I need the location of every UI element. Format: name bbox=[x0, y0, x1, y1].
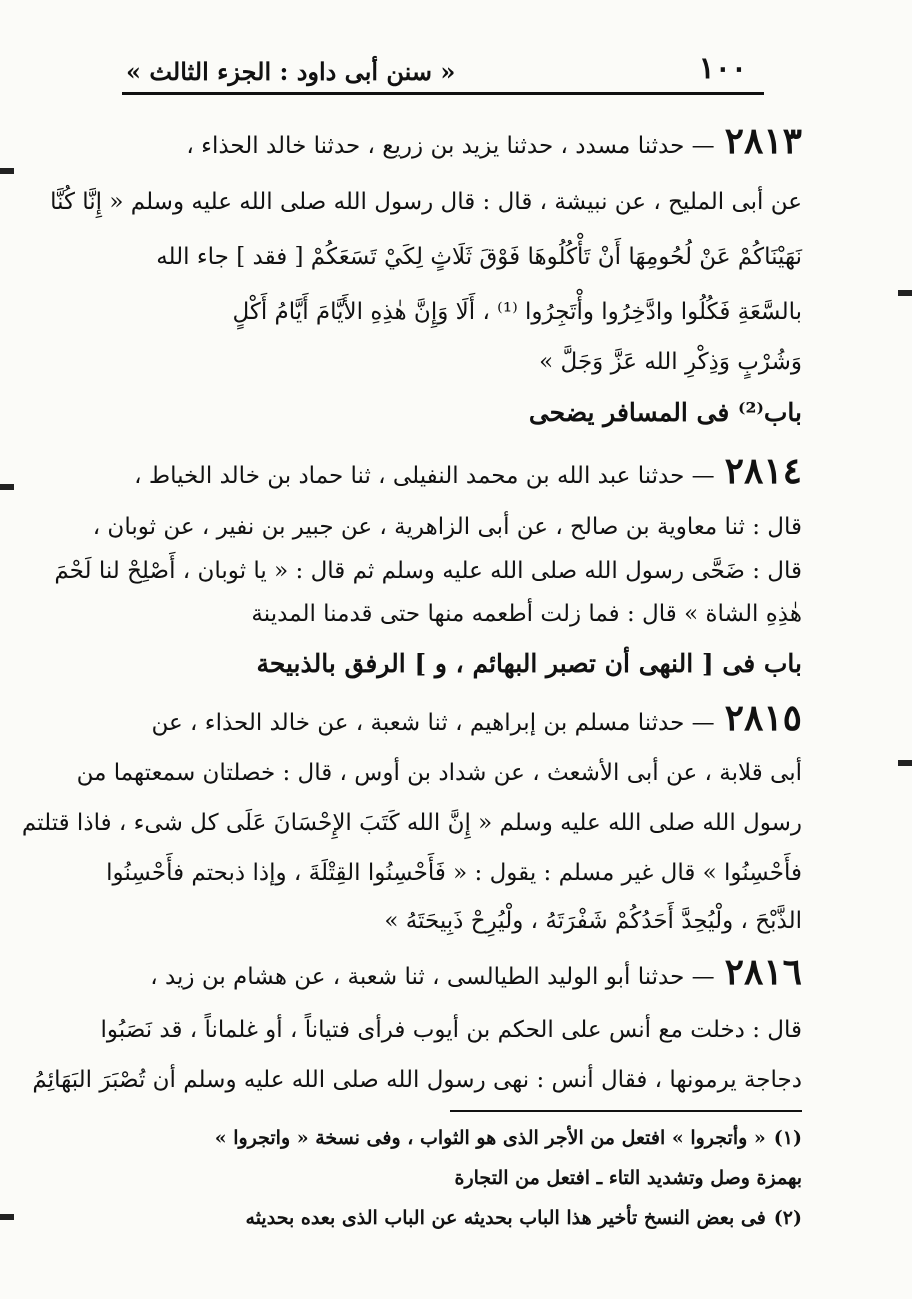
hadith-2813-line: ٢٨١٣— حدثنا مسدد ، حدثنا يزيد بن زريع ، حدثنا خالد الحذاء ، bbox=[186, 120, 802, 162]
main-text bbox=[21, 112, 802, 1105]
hadith-2813-line: وَشُرْبٍ وَذِكْرِ الله عَزَّ وَجَلَّ » bbox=[539, 349, 802, 375]
chapter-heading: باب⁽²⁾ فى المسافر يضحى bbox=[528, 398, 802, 427]
hadith-2815-line: فأَحْسِنُوا » قال غير مسلم : يقول : « فَأَحْسِنُوا القِتْلَةَ ، وإذا ذبحتم فأَحْسِنُوا bbox=[106, 860, 802, 886]
hadith-2816-line: قال : دخلت مع أنس على الحكم بن أيوب فرأى فتياناً ، أو غلماناً ، قد نَصَبُوا bbox=[100, 1017, 802, 1043]
hadith-2813-line: عن أبى المليح ، عن نبيشة ، قال : قال رسول الله صلى الله عليه وسلم « إِنَّا كُنَّا bbox=[50, 189, 802, 215]
page-number: ١٠٠ bbox=[698, 51, 747, 86]
hadith-2815-line: رسول الله صلى الله عليه وسلم « إِنَّ الله كَتَبَ الإِحْسَانَ عَلَى كل شىء ، فاذا قتلتم bbox=[21, 810, 802, 836]
margin-tick bbox=[0, 1214, 14, 1220]
footnote-rule bbox=[450, 1110, 802, 1112]
hadith-2816-line: دجاجة يرمونها ، فقال أنس : نهى رسول الله صلى الله عليه وسلم أن تُصْبَرَ البَهَائِمُ bbox=[32, 1067, 802, 1093]
hadith-number: ٢٨١٣ bbox=[724, 120, 802, 162]
footnote-1: (١)« وأتجروا » افتعل من الأجر الذى هو الثواب ، وفى نسخة « واتجروا » bbox=[214, 1127, 802, 1149]
running-title: « سنن أبى داود : الجزء الثالث » bbox=[126, 57, 456, 86]
hadith-number: ٢٨١٥ bbox=[724, 697, 802, 739]
hadith-2814-line: قال : ثنا معاوية بن صالح ، عن أبى الزاهرية ، عن جبير بن نفير ، عن ثوبان ، bbox=[92, 514, 802, 540]
hadith-2815-line: أبى قلابة ، عن أبى الأشعث ، عن شداد بن أوس ، قال : خصلتان سمعتهما من bbox=[76, 760, 802, 786]
hadith-2814-line: هٰذِهِ الشاة » قال : فما زلت أطعمه منها حتى قدمنا المدينة bbox=[251, 601, 802, 627]
footnote-mark: (١) bbox=[773, 1127, 802, 1149]
chapter-heading: باب فى [ النهى أن تصبر البهائم ، و ] الرفق بالذبيحة bbox=[256, 649, 802, 678]
hadith-2813-line: نَهَيْنَاكُمْ عَنْ لُحُومِهَا أَنْ تَأْكُلُوهَا فَوْقَ ثَلَاثٍ لِكَيْ تَسَعَكُمْ [ فقد ] جاء الله bbox=[156, 244, 802, 270]
margin-tick bbox=[0, 484, 14, 490]
hadith-number: ٢٨١٦ bbox=[724, 951, 802, 993]
header-rule bbox=[122, 92, 764, 95]
hadith-number: ٢٨١٤ bbox=[724, 450, 802, 492]
margin-tick bbox=[0, 168, 14, 174]
margin-tick bbox=[898, 290, 912, 296]
hadith-2813-line: بالسَّعَةِ فَكُلُوا وادَّخِرُوا وأْتَجِرُوا ⁽¹⁾ ، أَلَا وَإِنَّ هٰذِهِ الأَيَّامَ أَيَّامُ أَكْلٍ bbox=[232, 299, 802, 325]
margin-tick bbox=[898, 760, 912, 766]
hadith-2816-line: ٢٨١٦— حدثنا أبو الوليد الطيالسى ، ثنا شعبة ، عن هشام بن زيد ، bbox=[150, 951, 802, 993]
hadith-2815-line: ٢٨١٥— حدثنا مسلم بن إبراهيم ، ثنا شعبة ، عن خالد الحذاء ، عن bbox=[151, 697, 802, 739]
footnote-1-continued: بهمزة وصل وتشديد التاء ـ افتعل من التجارة bbox=[454, 1167, 802, 1189]
footnote-mark: (٢) bbox=[773, 1207, 802, 1229]
footnote-2: (٢)فى بعض النسخ تأخير هذا الباب بحديثه عن الباب الذى بعده بحديثه bbox=[245, 1207, 802, 1229]
hadith-2815-line: الذَّبْحَ ، ولْيُحِدَّ أَحَدُكُمْ شَفْرَتَهُ ، ولْيُرِحْ ذَبِيحَتَهُ » bbox=[384, 908, 802, 934]
page-header bbox=[126, 40, 747, 86]
hadith-2814-line: ٢٨١٤— حدثنا عبد الله بن محمد النفيلى ، ثنا حماد بن خالد الخياط ، bbox=[134, 450, 802, 492]
hadith-2814-line: قال : ضَحَّى رسول الله صلى الله عليه وسلم ثم قال : « يا ثوبان ، أَصْلِحْ لنا لَحْمَ bbox=[54, 558, 802, 584]
footnotes bbox=[120, 1118, 802, 1238]
